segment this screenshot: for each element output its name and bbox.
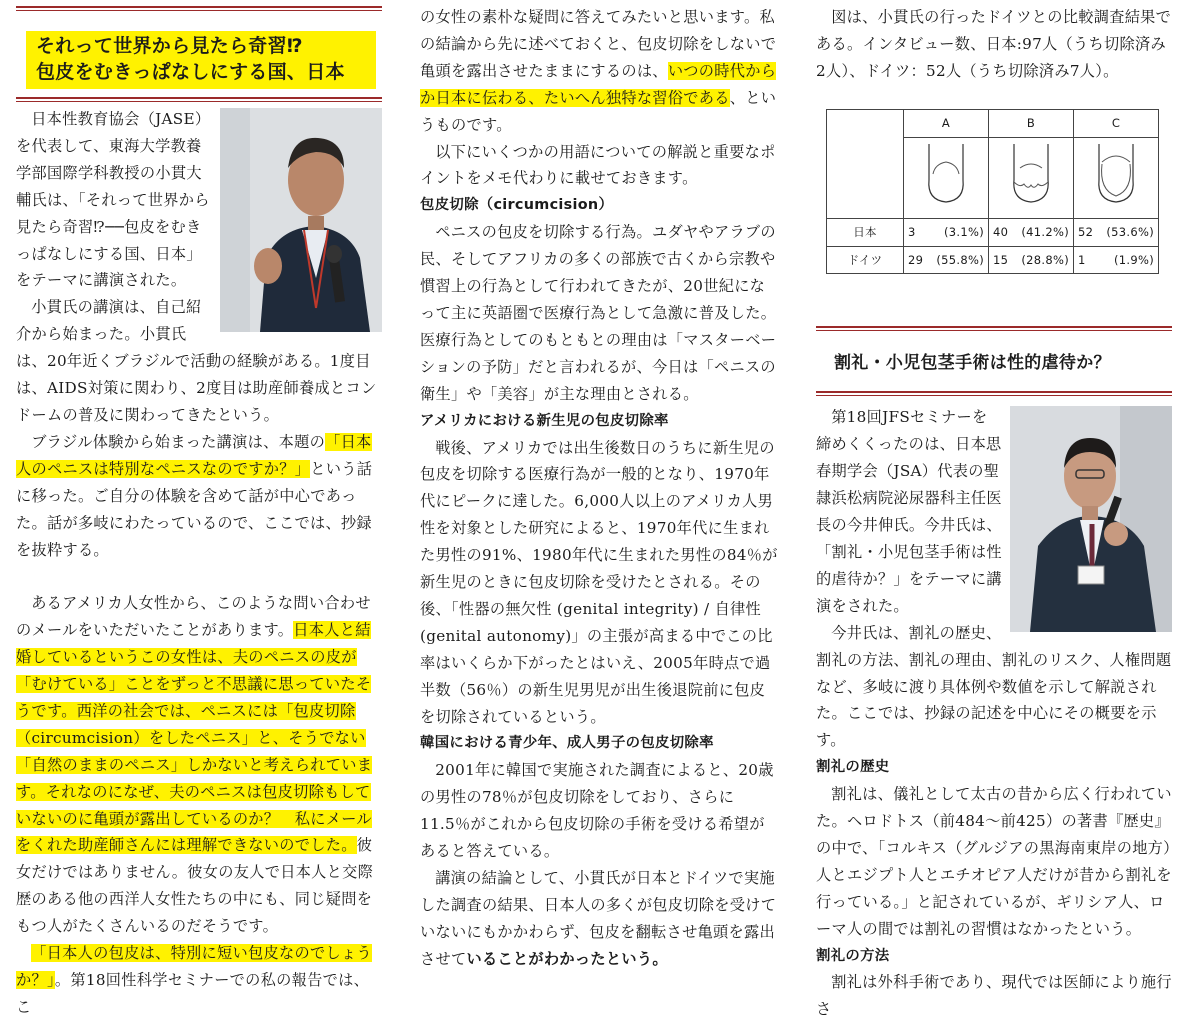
subheading-korea-rate: 韓国における青少年、成人男子の包皮切除率 xyxy=(420,735,714,752)
paragraph: 第18回JFSセミナーを締めくくったのは、日本思春期学会（JSA）代表の聖隷浜松病院泌尿器科主任医長の今井伸氏。今井氏は、「割礼・小児包茎手術は性的虐待か？」をテーマに講演をされた。 xyxy=(816,408,1002,615)
speaker-photo-image xyxy=(220,108,382,332)
subheading-circumcision: 包皮切除（circumcision） xyxy=(420,197,614,214)
paragraph: あるアメリカ人女性から、このような問い合わせのメールをいただいたことがあります。日本人と結婚しているというこの女性は、夫のペニスの皮が「むけている」ことをずっと不思議に思っていたそうです。西洋の社会では、ペニスには「包皮切除（circumcision）をしたペニス」と、そうでない「自然のままのペニス」しかないと考えられています。それなのになぜ、夫のペニスは包皮切除もしていないのに亀頭が露出しているのか？ 私にメールをくれた助産師さんには理解できないのでした。彼女だけではありません。彼女の友人で日本人と交際歴のある他の西洋人女性たちの中にも、同じ疑問をもつ人がたくさんいるのだそうです。 xyxy=(16,594,374,936)
article-headline: それって世界から見たら奇習⁉ 包皮をむきっぱなしにする国、日本 xyxy=(26,31,376,89)
diagram-b xyxy=(989,137,1074,218)
intro-paragraph: 日本性教育協会（JASE）を代表して、東海大学教養学部国際学科教授の小貫大輔氏は、「それって世界から見たら奇習⁉──包皮をむきっぱなしにする国、日本」をテーマに講演された。 xyxy=(16,110,211,290)
paragraph: 講演の結論として、小貫氏が日本とドイツで実施した調査の結果、日本人の多くが包皮切除を受けていないにもかかわらず、包皮を翻転させ亀頭を露出させていることがわかったという。 xyxy=(420,869,777,968)
comparison-table-wrap xyxy=(826,109,1172,275)
table-col-header: C xyxy=(1074,109,1159,137)
diagram-a xyxy=(904,137,989,218)
diagram-c xyxy=(1074,137,1159,218)
article-column-3 xyxy=(816,4,1172,1023)
article-column-2 xyxy=(420,4,780,973)
paragraph: の女性の素朴な疑問に答えてみたいと思います。私の結論から先に述べておくと、包皮切除をしないで亀頭を露出させたままにするのは、いつの時代からか日本に伝わる、たいへん独特な習俗である、というものです。 xyxy=(420,8,777,134)
paragraph: 「日本人の包皮は、特別に短い包皮なのでしょうか？」。第18回性科学セミナーでの私の報告では、こ xyxy=(16,944,372,1016)
subheading-method: 割礼の方法 xyxy=(816,947,890,964)
highlight: 「日本人の包皮は、特別に短い包皮なのでしょうか？」 xyxy=(16,944,372,989)
paragraph: ブラジル体験から始まった講演は、本題の「日本人のペニスは特別なペニスなのですか？」という話に移った。ご自分の体験を含めて話が中心であった。話が多岐にわたっているので、ここでは、抄録を抜粋する。 xyxy=(16,432,373,559)
subheading-usa-rate: アメリカにおける新生児の包皮切除率 xyxy=(420,412,669,429)
highlight: いつの時代からか日本に伝わる、たいへん独特な習俗である xyxy=(420,61,777,107)
highlight: 「日本人のペニスは特別なペニスなのですか？」 xyxy=(16,432,372,478)
paragraph: 小貫氏の講演は、自己紹介から始まった。小貫氏は、20年近くブラジルで活動の経験がある。1度目は、AIDS対策に関わり、2度目は助産師養成とコンドームの普及に関わってきたという。 xyxy=(16,298,377,424)
speaker-photo-imai xyxy=(1010,406,1172,632)
speaker-photo-image xyxy=(1010,406,1172,632)
section-headline: 割礼・小児包茎手術は性的虐待か？ xyxy=(834,353,1111,374)
speaker-photo-onuki xyxy=(220,108,382,332)
table-row: ドイツ 29 (55.8%) 15 (28.8%) 1 (1.9%) xyxy=(827,246,1159,274)
section-rule-bottom xyxy=(816,391,1172,396)
paragraph: 割礼は、儀礼として太古の昔から広く行われていた。ヘロドトス（前484～前425）の著書『歴史』の中で、「コルキス（グルジアの黒海南東岸の地方）人とエジプト人とエチオピア人だけが昔から割礼を行っている。」と記されているが、ギリシア人、ローマ人の間では割礼の習慣はなかったという。 xyxy=(816,785,1172,938)
paragraph: 2001年に韓国で実施された調査によると、20歳の男性の78％が包皮切除をしており、さらに11.5％がこれから包皮切除の手術を受ける希望があると答えている。 xyxy=(420,761,774,861)
paragraph: 戦後、アメリカでは出生後数日のうちに新生児の包皮を切除する医療行為が一般的となり、1970年代にピークに達した。6,000人以上のアメリカ人男性を対象とした研究によると、1970年代に生まれた男性の91%、1980年代に生まれた男性の84％が新生児のときに包皮切除を受けたとされる。その後、「性器の無欠性 (genital integrity) / 自律性 (genital autonomy)」の主張が高まる中でこの比率はいくらか下がったとはいえ、2005年時点で過半数（56％）の新生児男児が出生後退院前に包皮を切除されているという。 xyxy=(420,438,778,726)
comparison-table xyxy=(826,109,1159,275)
header-rule-top xyxy=(16,6,382,11)
paragraph: 今井氏は、割礼の歴史、割礼の方法、割礼の理由、割礼のリスク、人権問題など、多岐に渡り具体例や数値を示して解説された。ここでは、抄録の記述を中心にその概要を示す。 xyxy=(816,623,1172,750)
table-col-header: B xyxy=(989,109,1074,137)
article-column-1 xyxy=(16,0,382,1021)
paragraph: 以下にいくつかの用語についての解説と重要なポイントをメモ代わりに載せておきます。 xyxy=(420,142,776,188)
penis-diagram-a-icon xyxy=(915,140,977,206)
paragraph: ペニスの包皮を切除する行為。ユダヤやアラブの民、そしてアフリカの多くの部族で古くから宗教や慣習上の行為として行われてきたが、20世紀になって主に英語圏で医療行為として急激に普及した。医療行為としてのもともとの理由は「マスターベーションの予防」だと言われるが、今日は「ペニスの衛生」や「美容」が主な理由とされる。 xyxy=(420,223,777,403)
subheading-history: 割礼の歴史 xyxy=(816,759,890,776)
highlight: 日本人と結婚しているというこの女性は、夫のペニスの皮が「むけている」ことをずっと不思議に思っていたそうです。西洋の社会では、ペニスには「包皮切除（circumcision）をしたペニス」と、そうでない「自然のままのペニス」しかないと考えられています。それなのになぜ、夫のペニスは包皮切除もしていないのに亀頭が露出しているのか？ 私にメールをくれた助産師さんには理解できないのでした。 xyxy=(16,621,373,855)
paragraph: 図は、小貫氏の行ったドイツとの比較調査結果である。インタビュー数、日本:97人（うち切除済み2人）、ドイツ：52人（うち切除済み7人）。 xyxy=(816,8,1172,80)
table-row: 日本 3 (3.1%) 40 (41.2%) 52 (53.6%) xyxy=(827,218,1159,246)
header-rule-bottom xyxy=(16,97,382,102)
table-col-header: A xyxy=(904,109,989,137)
penis-diagram-c-icon xyxy=(1085,140,1147,206)
penis-diagram-b-icon xyxy=(1000,140,1062,206)
paragraph: 割礼は外科手術であり、現代では医師により施行さ xyxy=(816,973,1172,1019)
